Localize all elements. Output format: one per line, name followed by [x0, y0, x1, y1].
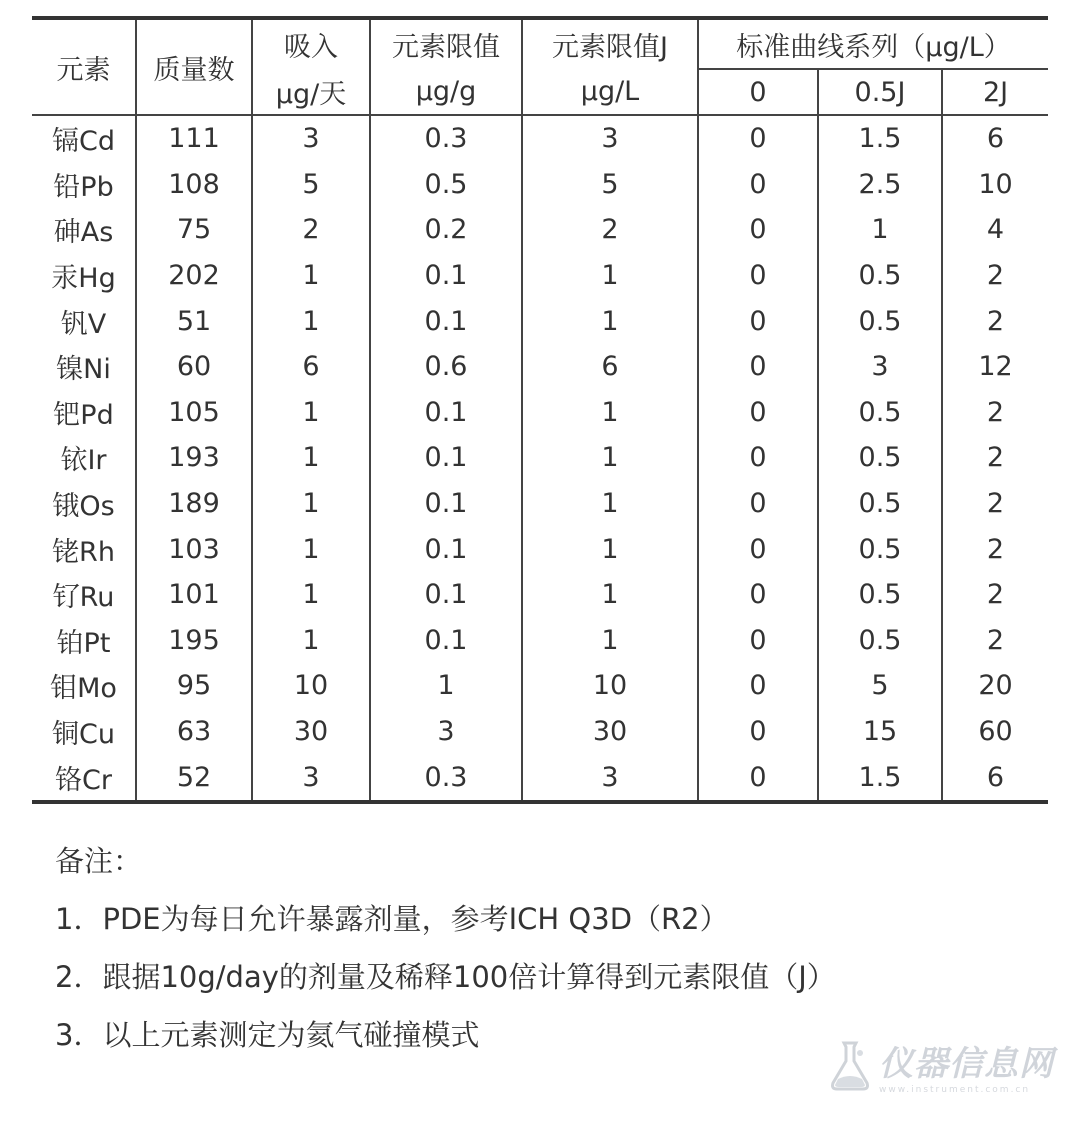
table-cell: 6	[252, 344, 370, 390]
notes-section	[55, 832, 836, 1064]
table-body	[32, 115, 1048, 802]
table-cell: 0.5	[818, 618, 942, 664]
table-cell: 1	[522, 435, 698, 481]
table-row	[32, 572, 1048, 618]
table-cell: 0.5	[818, 298, 942, 344]
table-cell: 1	[252, 390, 370, 436]
header-curve-2j: 2J	[942, 69, 1048, 115]
table-cell: 2	[942, 253, 1048, 299]
table-cell: 6	[942, 754, 1048, 802]
table-cell: 75	[136, 207, 252, 253]
table-cell: 10	[252, 663, 370, 709]
table-cell: 钌Ru	[52, 582, 115, 614]
table-row	[32, 663, 1048, 709]
table-row	[32, 435, 1048, 481]
table-cell: 5	[818, 663, 942, 709]
table-cell: 105	[136, 390, 252, 436]
table-row	[32, 115, 1048, 162]
table-cell: 0	[698, 253, 818, 299]
table-cell: 砷As	[53, 217, 114, 249]
table-cell: 60	[942, 709, 1048, 755]
table-cell: 1	[252, 435, 370, 481]
watermark-url: www.instrument.com.cn	[879, 1085, 1031, 1095]
table-cell: 镍Ni	[56, 354, 111, 386]
table-cell: 0.3	[370, 754, 522, 802]
table-cell: 0.1	[370, 526, 522, 572]
header-mass: 质量数	[136, 18, 252, 115]
table-cell: 202	[136, 253, 252, 299]
table-cell: 1	[252, 618, 370, 664]
table-cell: 3	[252, 754, 370, 802]
table-cell: 10	[522, 663, 698, 709]
table-cell: 0.5	[818, 253, 942, 299]
table-cell: 0	[698, 709, 818, 755]
table-cell: 1	[252, 572, 370, 618]
table-row	[32, 390, 1048, 436]
table-cell: 2	[942, 526, 1048, 572]
table-cell: 111	[136, 115, 252, 162]
table-cell: 1	[370, 663, 522, 709]
header-limit-j: 元素限值J	[522, 18, 698, 69]
table-cell: 钯Pd	[53, 399, 114, 431]
table-cell: 2	[942, 298, 1048, 344]
flask-logo-icon	[827, 1039, 873, 1093]
table-cell: 0	[698, 481, 818, 527]
table-cell: 1	[522, 572, 698, 618]
table-cell: 铱Ir	[60, 445, 107, 477]
table-cell: 0.5	[818, 572, 942, 618]
table-cell: 1.5	[818, 115, 942, 162]
note-item-3: 3．以上元素测定为氦气碰撞模式	[55, 1018, 480, 1052]
table-cell: 0.1	[370, 481, 522, 527]
table-cell: 0.3	[370, 115, 522, 162]
table-cell: 10	[942, 162, 1048, 208]
table-cell: 0.5	[370, 162, 522, 208]
table-cell: 1	[522, 253, 698, 299]
table-cell: 汞Hg	[51, 263, 116, 295]
table-cell: 0.2	[370, 207, 522, 253]
table-cell: 0	[698, 572, 818, 618]
table-cell: 30	[522, 709, 698, 755]
watermark	[827, 1036, 1054, 1095]
table-cell: 0.1	[370, 253, 522, 299]
table-cell: 1	[522, 298, 698, 344]
header-curve-0-5j: 0.5J	[818, 69, 942, 115]
table-cell: 1	[522, 390, 698, 436]
table-cell: 0.5	[818, 481, 942, 527]
table-cell: 0.1	[370, 298, 522, 344]
table-cell: 2	[942, 481, 1048, 527]
header-intake: 吸入	[252, 18, 370, 69]
table-cell: 1	[522, 481, 698, 527]
table-cell: 3	[522, 754, 698, 802]
table-cell: 0	[698, 663, 818, 709]
table-cell: 铑Rh	[52, 536, 115, 568]
table-cell: 0.5	[818, 390, 942, 436]
table-cell: 0.5	[818, 435, 942, 481]
table-cell: 5	[522, 162, 698, 208]
table-cell: 2	[942, 618, 1048, 664]
table-row	[32, 618, 1048, 664]
table-cell: 101	[136, 572, 252, 618]
table-cell: 1	[522, 618, 698, 664]
table-cell: 30	[252, 709, 370, 755]
table-cell: 0	[698, 207, 818, 253]
table-row	[32, 526, 1048, 572]
table-cell: 0	[698, 115, 818, 162]
table-cell: 铬Cr	[55, 764, 112, 796]
table-cell: 63	[136, 709, 252, 755]
table-row	[32, 298, 1048, 344]
table-cell: 铂Pt	[56, 627, 111, 659]
table-cell: 2	[522, 207, 698, 253]
table-cell: 0.1	[370, 435, 522, 481]
table-cell: 1.5	[818, 754, 942, 802]
table-cell: 0.6	[370, 344, 522, 390]
header-row-top	[32, 18, 1048, 69]
table-cell: 2	[942, 435, 1048, 481]
table-row	[32, 344, 1048, 390]
table-row	[32, 207, 1048, 253]
table-cell: 锇Os	[52, 491, 115, 523]
notes-title: 备注：	[55, 844, 143, 878]
table-cell: 3	[252, 115, 370, 162]
table-cell: 钼Mo	[50, 673, 117, 705]
header-limit: 元素限值	[370, 18, 522, 69]
table-cell: 1	[252, 253, 370, 299]
table-cell: 5	[252, 162, 370, 208]
table-cell: 3	[818, 344, 942, 390]
table-cell: 0	[698, 390, 818, 436]
table-cell: 195	[136, 618, 252, 664]
table-cell: 20	[942, 663, 1048, 709]
table-row	[32, 162, 1048, 208]
header-curve-series: 标准曲线系列（μg/L）	[698, 18, 1048, 69]
table-cell: 3	[522, 115, 698, 162]
table-cell: 铅Pb	[53, 171, 114, 203]
table-cell: 193	[136, 435, 252, 481]
table-cell: 0.5	[818, 526, 942, 572]
table-cell: 189	[136, 481, 252, 527]
header-curve-0: 0	[698, 69, 818, 115]
table-cell: 0	[698, 754, 818, 802]
table-row	[32, 709, 1048, 755]
table-row	[32, 481, 1048, 527]
table-cell: 60	[136, 344, 252, 390]
table-cell: 12	[942, 344, 1048, 390]
header-limit-j-unit: μg/L	[522, 69, 698, 115]
table-cell: 1	[252, 481, 370, 527]
table-cell: 2.5	[818, 162, 942, 208]
table-cell: 103	[136, 526, 252, 572]
table-cell: 0	[698, 162, 818, 208]
table-row	[32, 754, 1048, 802]
table-cell: 0.1	[370, 572, 522, 618]
table-cell: 4	[942, 207, 1048, 253]
table-cell: 0	[698, 435, 818, 481]
table-cell: 6	[942, 115, 1048, 162]
table-cell: 1	[522, 526, 698, 572]
table-cell: 108	[136, 162, 252, 208]
header-limit-unit: μg/g	[370, 69, 522, 115]
table-cell: 0	[698, 344, 818, 390]
table-cell: 0.1	[370, 390, 522, 436]
note-item-1: 1．PDE为每日允许暴露剂量，参考ICH Q3D（R2）	[55, 902, 729, 936]
table-cell: 0	[698, 526, 818, 572]
table-cell: 6	[522, 344, 698, 390]
table-cell: 2	[942, 390, 1048, 436]
table-cell: 铜Cu	[52, 719, 115, 751]
table-cell: 1	[818, 207, 942, 253]
table-cell: 1	[252, 526, 370, 572]
table-row	[32, 253, 1048, 299]
table-cell: 镉Cd	[52, 126, 115, 158]
table-cell: 0	[698, 298, 818, 344]
table-cell: 15	[818, 709, 942, 755]
element-limits-table-container	[32, 16, 1048, 804]
element-limits-table	[32, 16, 1048, 804]
header-intake-unit: μg/天	[252, 69, 370, 115]
note-item-2: 2．跟据10g/day的剂量及稀释100倍计算得到元素限值（J）	[55, 960, 836, 994]
table-cell: 0.1	[370, 618, 522, 664]
table-cell: 51	[136, 298, 252, 344]
table-cell: 95	[136, 663, 252, 709]
table-cell: 1	[252, 298, 370, 344]
header-element: 元素	[32, 18, 136, 115]
table-cell: 钒V	[60, 308, 107, 340]
table-cell: 52	[136, 754, 252, 802]
table-cell: 3	[370, 709, 522, 755]
table-cell: 2	[942, 572, 1048, 618]
watermark-name: 仪器信息网	[879, 1044, 1054, 1084]
table-cell: 0	[698, 618, 818, 664]
table-cell: 2	[252, 207, 370, 253]
